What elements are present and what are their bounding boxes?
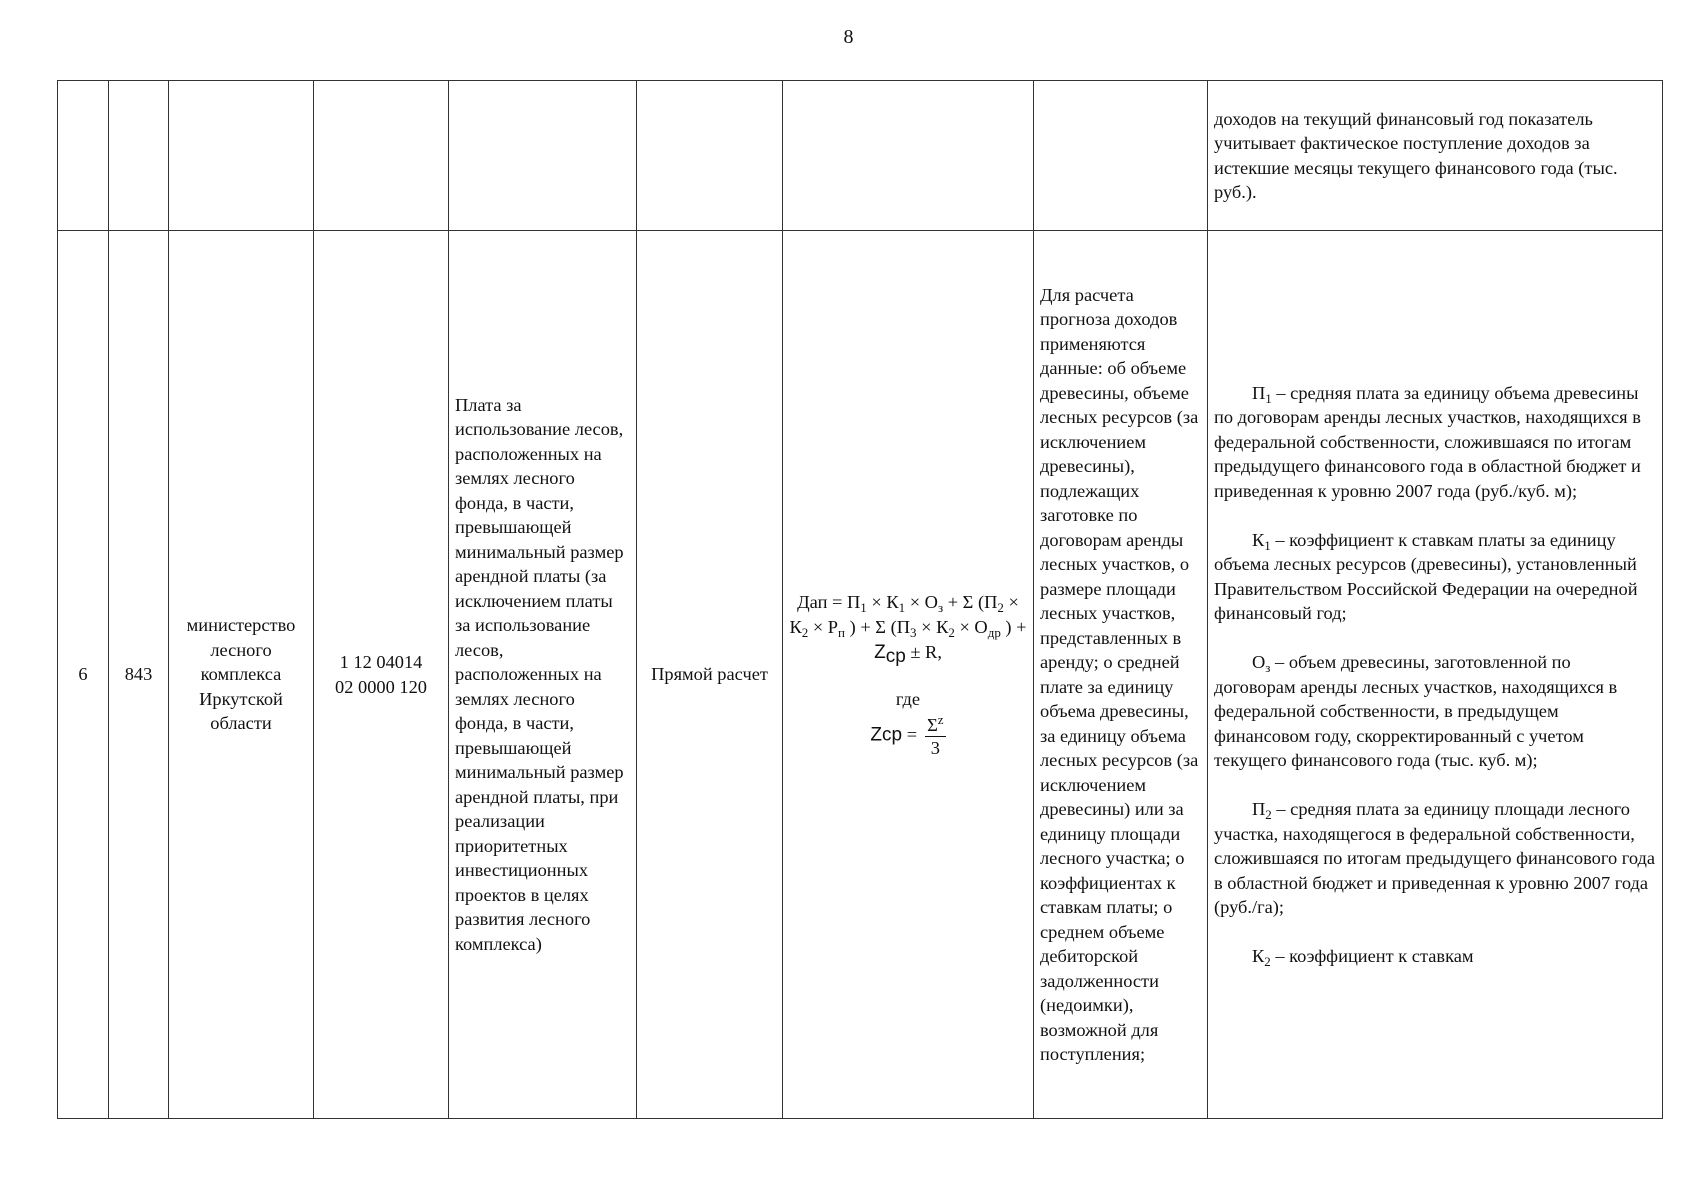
- income-forecast-table: [57, 80, 1663, 1119]
- cell-empty: [637, 81, 783, 231]
- desc-p1: $П_1$ – средняя плата за единицу объема древесины по договорам аренды лесных участков, находящихся в федеральной собственности, сложившаяся по итогам предыдущего финансового года в областной бюджет и приведенная к уровню 2007 года (руб./куб. м);: [1214, 382, 1641, 501]
- formula-where: где: [895, 689, 921, 709]
- formula-zcp: Zср = $\frac{\Sigma^z}{3}$: [870, 712, 944, 758]
- cell-indicator-descriptions: [1208, 231, 1663, 1119]
- cell-admin-name: министерство лесного комплекса Иркутской области: [169, 231, 314, 1119]
- desc-oz: $О_з$ – объем древесины, заготовленной по договорам аренды лесных участков, находящихся в федеральной собственности, в предыдущем финансовом году, скорректированный с учетом текущего финансового года (тыс. куб. м);: [1214, 652, 1618, 770]
- cell-formula: [783, 231, 1034, 1119]
- cell-empty: [109, 81, 169, 231]
- cell-income-name: Плата за использование лесов, расположенных на землях лесного фонда, в части, превышающей минимальный размер арендной платы (за исключением платы за использование лесов, расположенных на землях лесного фонда, в части, превышающей минимальный размер арендной платы, при реализации приоритетных инвестиционных проектов в целях развития лесного комплекса): [449, 231, 637, 1119]
- cell-empty: [169, 81, 314, 231]
- table-row-6: [58, 231, 1663, 1119]
- cell-empty: [449, 81, 637, 231]
- cell-empty: [314, 81, 449, 231]
- desc-p2: $П_2$ – средняя плата за единицу площади лесного участка, находящегося в федеральной собственности, сложившаяся по итогам предыдущего финансового года в областной бюджет и приведенная к уровню 2007 года (руб./га);: [1214, 799, 1656, 917]
- kbk-line-1: 1 12 04014: [339, 652, 423, 672]
- cell-kbk: [314, 231, 449, 1119]
- cell-empty: [783, 81, 1034, 231]
- table-row-continued: [58, 81, 1663, 231]
- cell-empty: [58, 81, 109, 231]
- desc-k2: $К_2$ – коэффициент к ставкам: [1252, 946, 1474, 969]
- formula-fraction: $\frac{\Sigma^z}{3}$: [927, 712, 944, 758]
- cell-admin-code: 843: [109, 231, 169, 1119]
- cell-description-tail: доходов на текущий финансовый год показатель учитывает фактическое поступление доходов за истекшие месяцы текущего финансового года (тыс. руб.).: [1208, 81, 1663, 231]
- cell-empty: [1034, 81, 1208, 231]
- page-number: 8: [843, 26, 854, 48]
- cell-method: Прямой расчет: [637, 231, 783, 1119]
- cell-data-sources: Для расчета прогноза доходов применяются данные: об объеме древесины, объеме лесных ресурсов (за исключением древесины), подлежащих заготовке по договорам аренды лесных участков, о размере площади лесных участков, представленных в аренду; о средней плате за единицу объема древесины, за единицу объема лесных ресурсов (за исключением древесины) или за единицу площади лесного участка; о коэффициентах к ставкам платы; о среднем объеме дебиторской задолженности (недоимки), возможной для поступления;: [1034, 231, 1208, 1119]
- kbk-line-2: 02 0000 120: [335, 676, 427, 697]
- formula-main: Дап = $П_1 \times К_1 \times О_з + \Sigma$ ($П_2 \times К_2 \times Р_п$ ) + Σ ($П_3 \times К_2 \times О_{др}$ ) + $Z_{ср} \pm R$,: [789, 592, 1027, 667]
- cell-row-number: 6: [58, 231, 109, 1119]
- desc-k1: $К_1$ – коэффициент к ставкам платы за единицу объема лесных ресурсов (древесины), установленный Правительством Российской Федерации на очередной финансовый год;: [1214, 529, 1638, 623]
